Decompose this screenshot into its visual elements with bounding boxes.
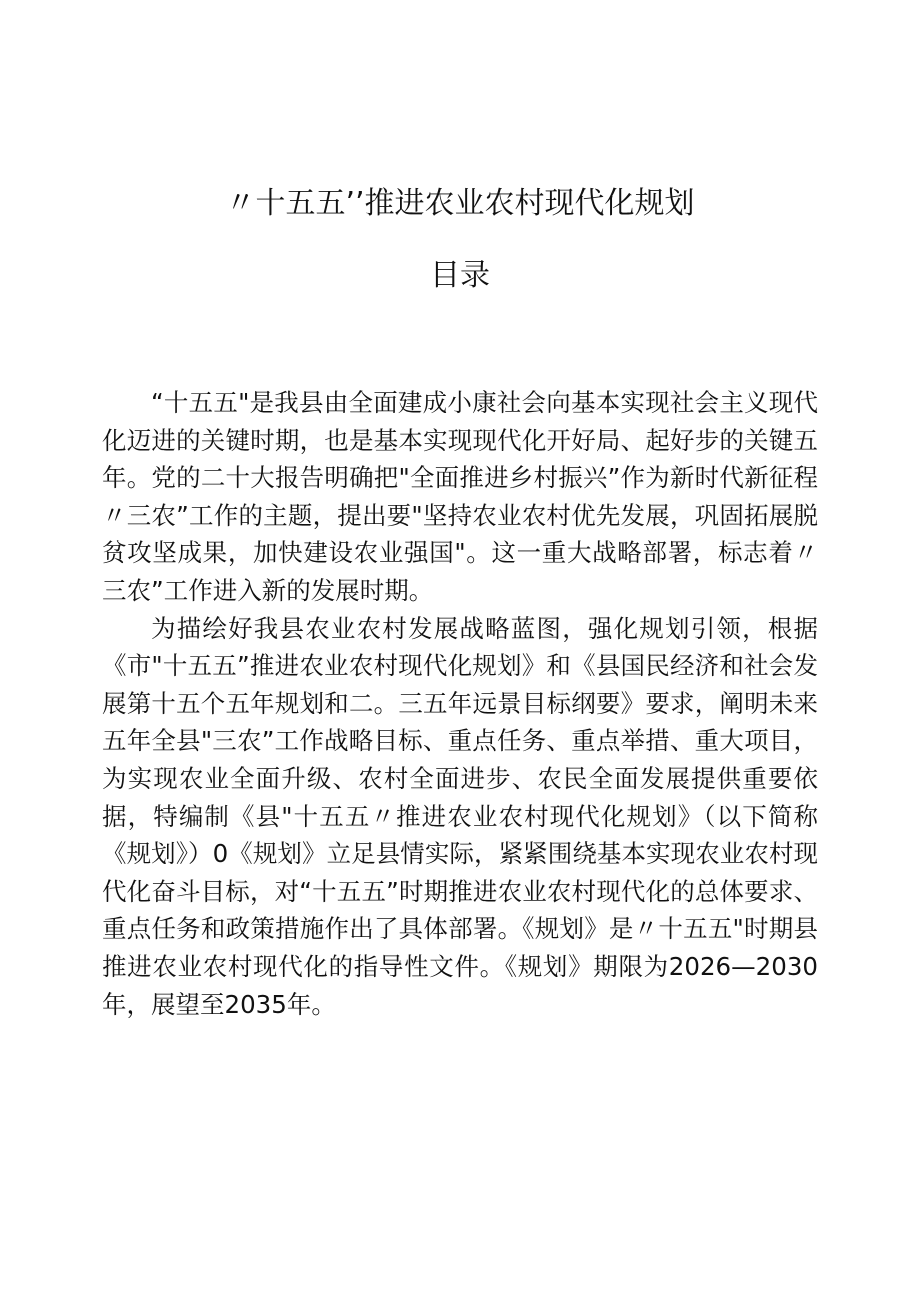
document-body	[102, 384, 818, 1023]
paragraph-1: “十五五"是我县由全面建成小康社会向基本实现社会主义现代化迈进的关键时期，也是基本实现现代化开好局、起好步的关键五年。党的二十大报告明确把"全面推进乡村振兴”作为新时代新征程〃三农”工作的主题，提出要"坚持农业农村优先发展，巩固拓展脱贫攻坚成果，加快建设农业强国"。这一重大战略部署，标志着〃三农”工作进入新的发展时期。	[102, 388, 818, 605]
toc-heading: 目录	[430, 258, 490, 293]
paragraph-2: 为描绘好我县农业农村发展战略蓝图，强化规划引领，根据《市"十五五”推进农业农村现代化规划》和《县国民经济和社会发展第十五个五年规划和二。三五年远景目标纲要》要求，阐明未来五年全县"三农”工作战略目标、重点任务、重点举措、重大项目，为实现农业全面升级、农村全面进步、农民全面发展提供重要依据，特编制《县"十五五〃推进农业农村现代化规划》（以下简称《规划》）0《规划》立足县情实际，紧紧围绕基本实现农业农村现代化奋斗目标，对“十五五”时期推进农业农村现代化的总体要求、重点任务和政策措施作出了具体部署。《规划》是〃十五五"时期县推进农业农村现代化的指导性文件。《规划》期限为2026—2030年，展望至2035年。	[102, 613, 818, 1019]
document-title: 〃十五五’’推进农业农村现代化规划	[225, 186, 695, 221]
